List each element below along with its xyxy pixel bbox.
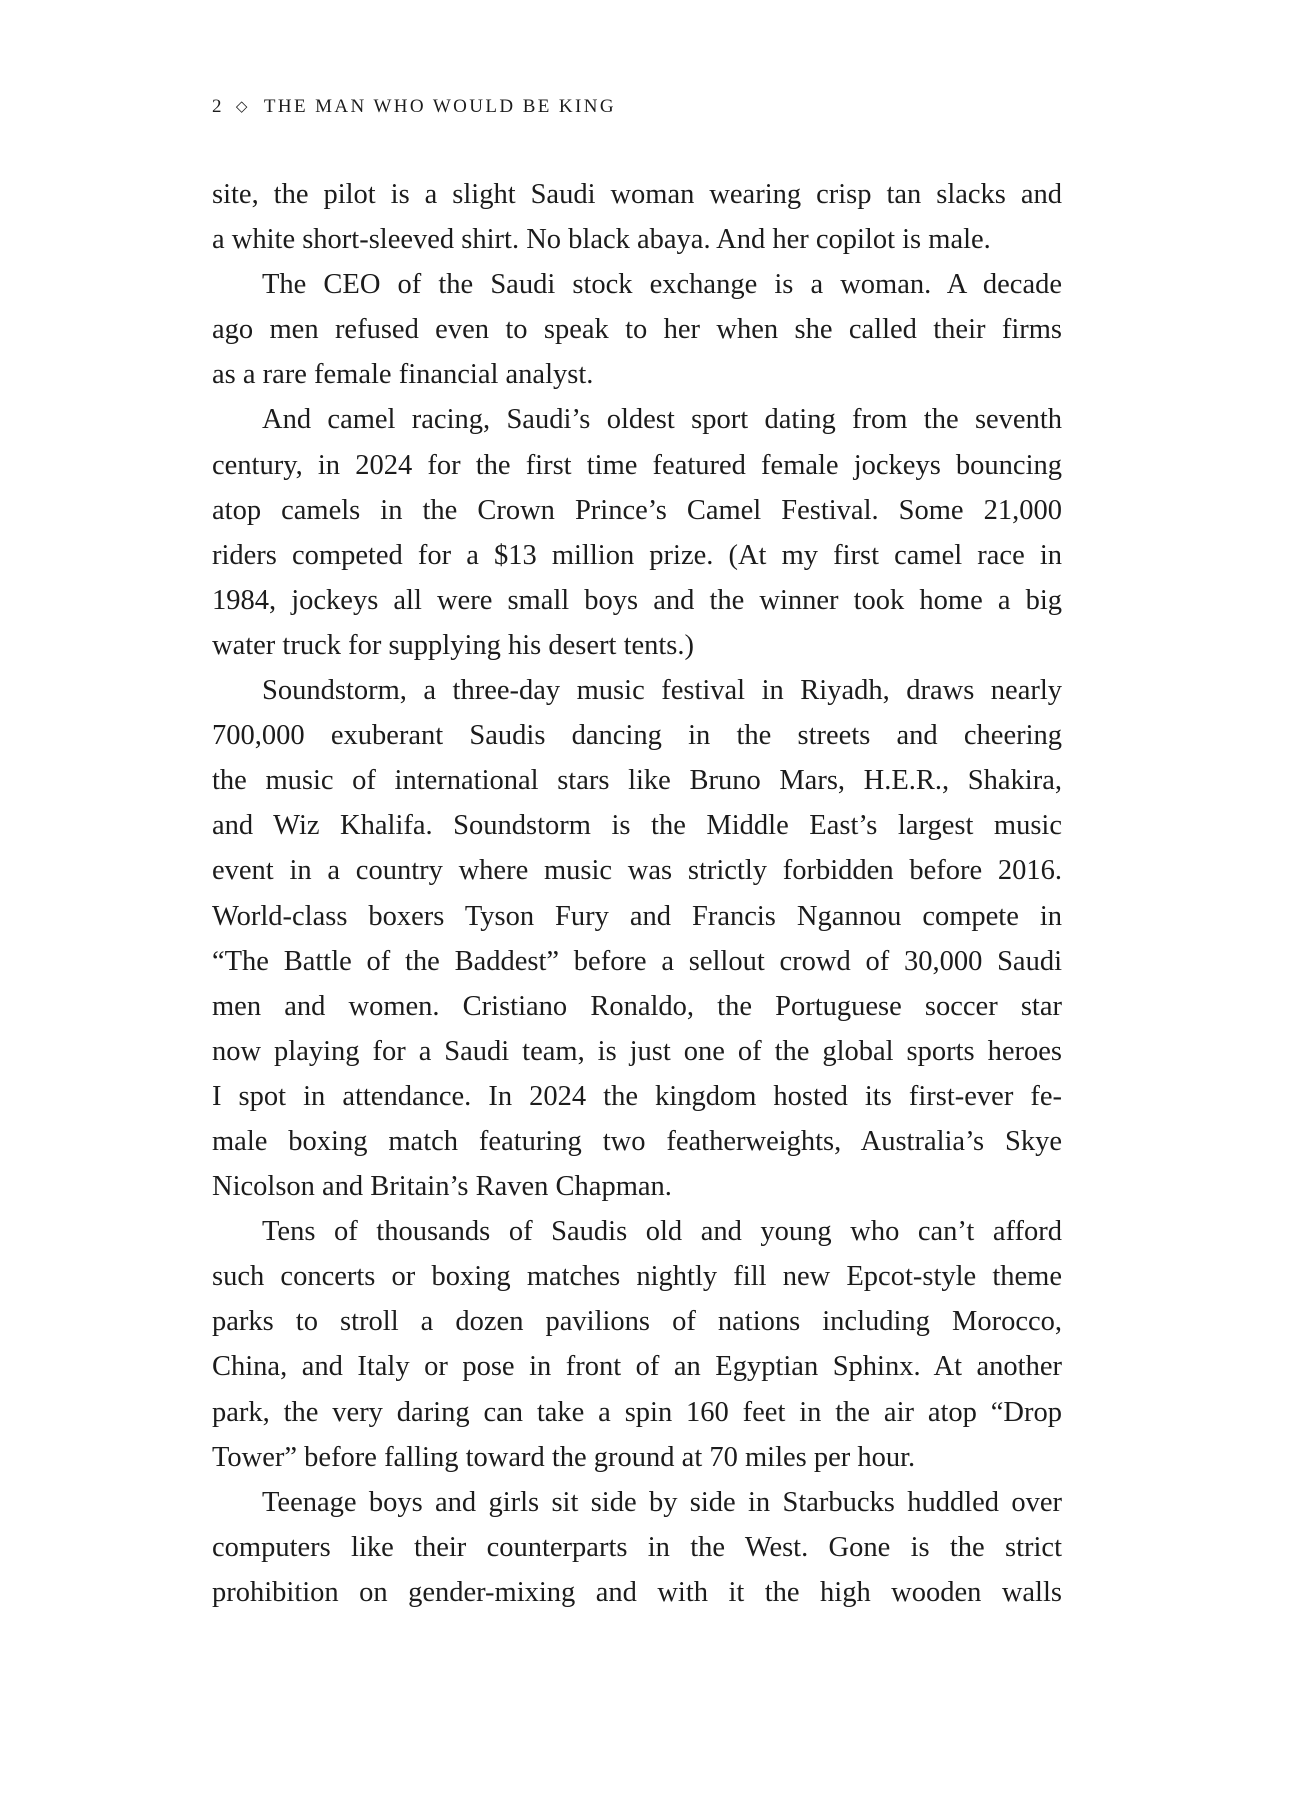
text-line: male boxing match featuring two featherweights, Australia’s Skye	[212, 1125, 1062, 1157]
text-line: ago men refused even to speak to her when she called their firms	[212, 314, 1062, 346]
text-line: now playing for a Saudi team, is just one of the global sports heroes	[212, 1035, 1062, 1067]
text-line: century, in 2024 for the first time featured female jockeys bouncing	[212, 449, 1062, 481]
text-line: men and women. Cristiano Ronaldo, the Portuguese soccer star	[212, 990, 1062, 1022]
text-line: as a rare female financial analyst.	[212, 359, 594, 391]
text-line: World-class boxers Tyson Fury and Francis Ngannou compete in	[212, 900, 1062, 932]
text-line: park, the very daring can take a spin 160 feet in the air atop “Drop	[212, 1396, 1062, 1428]
text-line: Nicolson and Britain’s Raven Chapman.	[212, 1171, 672, 1203]
text-line: a white short-sleeved shirt. No black abaya. And her copilot is male.	[212, 224, 991, 256]
text-line: event in a country where music was strictly forbidden before 2016.	[212, 855, 1062, 887]
text-line: water truck for supplying his desert tents.)	[212, 629, 695, 661]
text-line: computers like their counterparts in the West. Gone is the strict	[212, 1531, 1062, 1563]
text-line: The CEO of the Saudi stock exchange is a woman. A decade	[262, 269, 1062, 301]
text-line: site, the pilot is a slight Saudi woman wearing crisp tan slacks and	[212, 179, 1062, 210]
text-line: “The Battle of the Baddest” before a sellout crowd of 30,000 Saudi	[212, 945, 1062, 977]
text-line: I spot in attendance. In 2024 the kingdom hosted its first-ever fe-	[212, 1080, 1062, 1112]
diamond-separator-icon: ◇	[235, 99, 250, 115]
text-line: 1984, jockeys all were small boys and the winner took home a big	[212, 584, 1062, 616]
text-line: Tower” before falling toward the ground at 70 miles per hour.	[212, 1441, 916, 1473]
text-line: And camel racing, Saudi’s oldest sport dating from the seventh	[262, 404, 1062, 436]
paragraph-5	[212, 1209, 1062, 1480]
paragraph-6	[212, 1480, 1062, 1615]
paragraph-4	[212, 668, 1062, 1209]
text-line: Tens of thousands of Saudis old and young who can’t afford	[262, 1216, 1062, 1248]
text-line: the music of international stars like Bruno Mars, H.E.R., Shakira,	[212, 765, 1062, 797]
text-line: atop camels in the Crown Prince’s Camel Festival. Some 21,000	[212, 494, 1062, 526]
page-number: 2	[212, 96, 224, 117]
text-line: and Wiz Khalifa. Soundstorm is the Middle East’s largest music	[212, 810, 1062, 842]
text-line: China, and Italy or pose in front of an Egyptian Sphinx. At another	[212, 1351, 1062, 1383]
text-line: such concerts or boxing matches nightly fill new Epcot-style theme	[212, 1261, 1062, 1293]
paragraph-1	[212, 172, 1062, 262]
text-line: 700,000 exuberant Saudis dancing in the streets and cheering	[212, 720, 1062, 752]
book-title: THE MAN WHO WOULD BE KING	[263, 96, 617, 117]
text-line: Teenage boys and girls sit side by side in Starbucks huddled over	[262, 1486, 1062, 1518]
paragraph-2	[212, 262, 1062, 397]
running-head	[212, 96, 616, 118]
text-line: Soundstorm, a three-day music festival in Riyadh, draws nearly	[262, 675, 1062, 707]
body-text	[212, 172, 1062, 1615]
paragraph-3	[212, 397, 1062, 668]
text-line: prohibition on gender-mixing and with it the high wooden walls	[212, 1576, 1062, 1608]
text-line: parks to stroll a dozen pavilions of nations including Morocco,	[212, 1306, 1062, 1338]
text-line: riders competed for a $13 million prize. (At my first camel race in	[212, 539, 1062, 571]
